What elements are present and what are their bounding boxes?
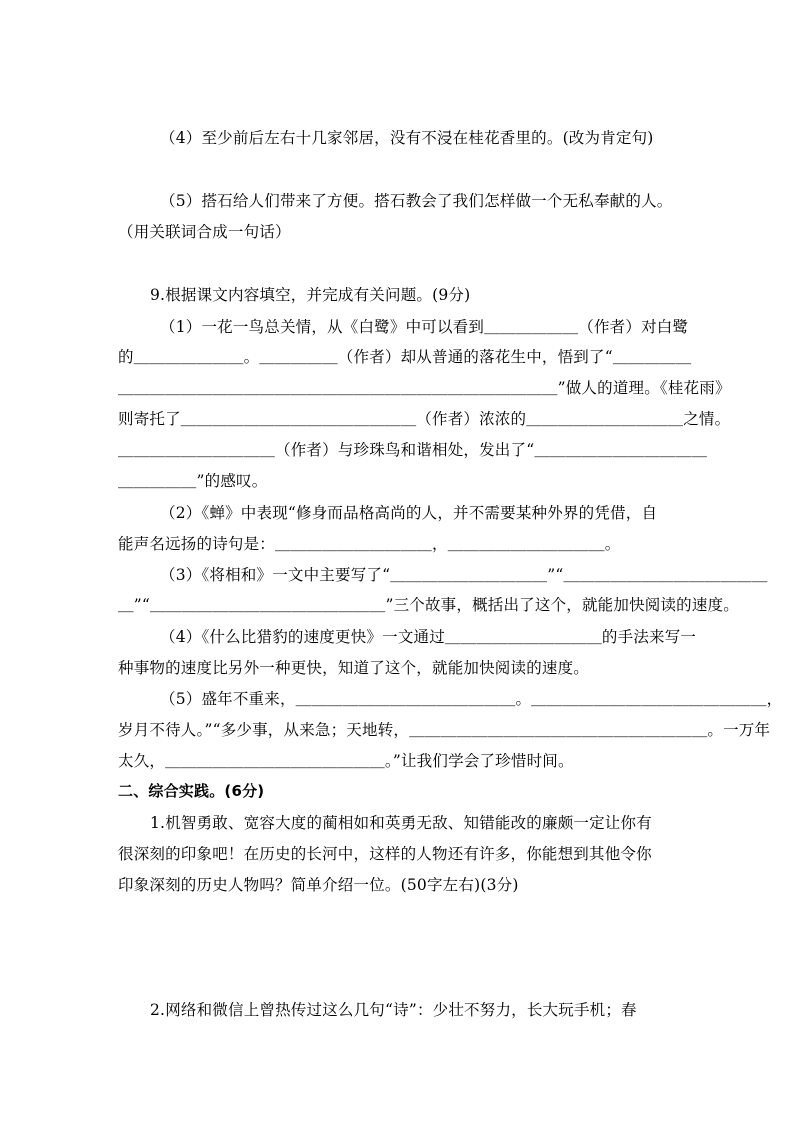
q8-item-5-line2: （用关联词合成一句话） [118,223,291,241]
q9-title: 9.根据课文内容填空，并完成有关问题。(9分) [150,286,471,304]
q9-p1-line1: （1）一花一鸟总关情，从《白鹭》中可以看到＿＿＿＿＿＿（作者）对白鹭 [160,318,689,336]
q9-p2-line1: （2）《蝉》中表现“修身而品格高尚的人，并不需要某种外界的凭借，自 [160,504,658,522]
q9-p2-line2: 能声名远扬的诗句是：＿＿＿＿＿＿＿＿＿＿，＿＿＿＿＿＿＿＿＿＿。 [118,535,621,553]
section2-heading: 二、综合实践。(6分) [118,782,265,800]
s2-q1-line1: 1.机智勇敢、宽容大度的蔺相如和英勇无敌、知错能改的廉颇一定让你有 [150,814,652,832]
q9-p1-line4: 则寄托了＿＿＿＿＿＿＿＿＿＿＿＿＿＿＿（作者）浓浓的＿＿＿＿＿＿＿＿＿＿之情。 [118,410,731,428]
q9-p5-line2: 岁月不待人。”“多少事，从来急；天地转，＿＿＿＿＿＿＿＿＿＿＿＿＿＿＿＿＿＿＿。一万年 [118,721,771,739]
q9-p5-line1: （5）盛年不重来，＿＿＿＿＿＿＿＿＿＿＿＿＿＿。＿＿＿＿＿＿＿＿＿＿＿＿＿＿＿， [160,690,783,708]
q9-p1-line6: ＿＿＿＿＿”的感叹。 [118,472,268,490]
s2-q1-line2: 很深刻的印象吧！在历史的长河中，这样的人物还有许多，你能想到其他令你 [118,845,652,863]
q9-p4-line2: 种事物的速度比另外一种更快，知道了这个，就能加快阅读的速度。 [118,659,590,677]
q9-p1-line2: 的＿＿＿＿＿＿＿。＿＿＿＿＿（作者）却从普通的落花生中，悟到了“＿＿＿＿＿ [118,348,692,366]
q9-p5-line3: 太久，＿＿＿＿＿＿＿＿＿＿＿＿＿＿。”让我们学会了珍惜时间。 [118,752,574,770]
s2-q2-line1: 2.网络和微信上曾热传过这么几句“诗”：少壮不努力，长大玩手机；春 [150,1001,637,1019]
q9-p3-line2: ＿”“＿＿＿＿＿＿＿＿＿＿＿＿＿＿＿”三个故事，概括出了这个，就能加快阅读的速度。 [118,596,739,614]
q9-p1-line3: ＿＿＿＿＿＿＿＿＿＿＿＿＿＿＿＿＿＿＿＿＿＿＿＿＿＿＿＿”做人的道理。《桂花雨》 [118,379,731,397]
q9-p1-line5: ＿＿＿＿＿＿＿＿＿＿（作者）与珍珠鸟和谐相处，发出了“＿＿＿＿＿＿＿＿＿＿＿ [118,441,708,459]
q8-item-4: （4）至少前后左右十几家邻居，没有不浸在桂花香里的。(改为肯定句) [160,129,654,147]
q9-p4-line1: （4）《什么比猎豹的速度更快》一文通过＿＿＿＿＿＿＿＿＿＿的手法来写一 [160,628,697,646]
s2-q1-line3: 印象深刻的历史人物吗？简单介绍一位。(50字左右)(3分) [118,876,519,894]
q9-p3-line1: （3）《将相和》一文中主要写了“＿＿＿＿＿＿＿＿＿＿”“＿＿＿＿＿＿＿＿＿＿＿＿＿ [160,566,768,584]
q8-item-5-line1: （5）搭石给人们带来了方便。搭石教会了我们怎样做一个无私奉献的人。 [160,192,673,210]
